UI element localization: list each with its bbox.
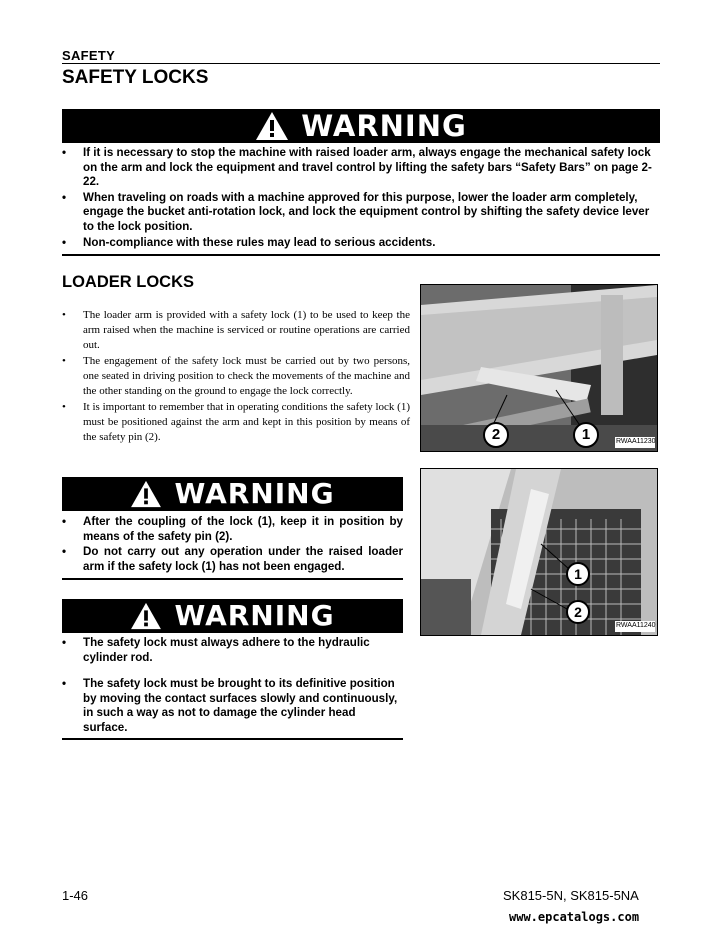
- loader-locks-list: [62, 308, 410, 445]
- section-label: SAFETY: [62, 48, 116, 63]
- warning-banner-2: [62, 477, 403, 511]
- figure-code: RWAA11240: [616, 622, 656, 629]
- warning-rule-2: [62, 578, 403, 580]
- warning-label: WARNING: [174, 477, 335, 510]
- section-heading-loader-locks: LOADER LOCKS: [62, 273, 194, 291]
- warning-rule-3: [62, 738, 403, 740]
- watermark-text: www.epcatalogs.com: [509, 910, 640, 924]
- list-item: • The loader arm is provided with a safety lock (1) to be used to keep the arm raised when the machine is serviced or routine operations are carried out.: [62, 308, 410, 353]
- figure-loader-arm-lock: [420, 284, 658, 452]
- list-item: • The safety lock must be brought to its definitive position by moving the contact surfaces slowly and continuously, in such a way as not to damage the cylinder head surface.: [62, 677, 403, 735]
- list-item: • The safety lock must always adhere to the hydraulic cylinder rod.: [62, 636, 403, 665]
- warning-banner-1: [62, 109, 660, 143]
- warning-rule-1: [62, 254, 660, 256]
- warning-banner-3: [62, 599, 403, 633]
- warning-triangle-icon: [130, 480, 162, 508]
- warning-triangle-icon: [255, 111, 289, 141]
- list-item: • Do not carry out any operation under the raised loader arm if the safety lock (1) has not been engaged.: [62, 545, 403, 574]
- warning-list-1: [62, 146, 660, 250]
- page-title: SAFETY LOCKS: [62, 67, 209, 88]
- list-item: • Non-compliance with these rules may lead to serious accidents.: [62, 236, 660, 251]
- cab-lock-photo: [421, 469, 657, 635]
- model-name: SK815-5N, SK815-5NA: [503, 888, 639, 903]
- list-item: • When traveling on roads with a machine approved for this purpose, lower the loader arm completely, engage the bucket anti-rotation lock, and lock the equipment control by shifting the safety device lever to the lock position.: [62, 191, 660, 235]
- header-rule: [62, 63, 660, 64]
- callout-2: 2: [483, 422, 509, 448]
- warning-label: WARNING: [174, 599, 335, 632]
- loader-arm-photo: [421, 285, 657, 451]
- list-item: • After the coupling of the lock (1), keep it in position by means of the safety pin (2).: [62, 515, 403, 544]
- page-number: 1-46: [62, 888, 89, 903]
- warning-label: WARNING: [301, 108, 467, 143]
- warning-list-3: [62, 636, 403, 736]
- callout-2: 2: [566, 600, 590, 624]
- figure-lock-engaged: [420, 468, 658, 636]
- figure-code: RWAA11230: [616, 438, 656, 445]
- callout-1: 1: [566, 562, 590, 586]
- warning-list-2: [62, 515, 403, 574]
- list-item: • The engagement of the safety lock must be carried out by two persons, one seated in driving position to check the movements of the machine and the other standing on the ground to engage the lock correctly.: [62, 354, 410, 399]
- list-item: • If it is necessary to stop the machine with raised loader arm, always engage the mechanical safety lock on the arm and lock the equipment and travel control by lifting the safety bars “Safety Bars” on page 2-22.: [62, 146, 660, 190]
- warning-triangle-icon: [130, 602, 162, 630]
- list-item: • It is important to remember that in operating conditions the safety lock (1) must be positioned against the arm and kept in this position by means of the safety pin (2).: [62, 400, 410, 445]
- callout-1: 1: [573, 422, 599, 448]
